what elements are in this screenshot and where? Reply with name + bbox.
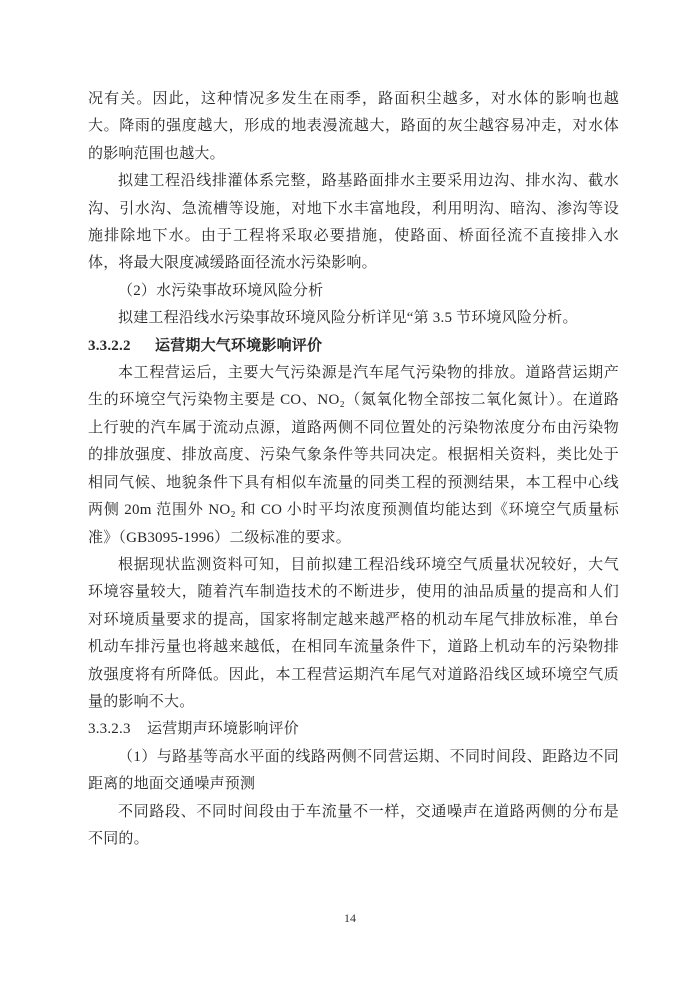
paragraph-noise-distribution: 不同路段、不同时间段由于车流量不一样，交通噪声在道路两侧的分布是不同的。 (88, 803, 619, 847)
subheading-traffic-noise-prediction: （1）与路基等高水平面的线路两侧不同营运期、不同时间段、距路边不同距离的地面交通噪声预测 (88, 748, 619, 793)
paragraph-air-quality-monitoring: 根据现状监测资料可知，目前拟建工程沿线环境空气质量状况较好，大气环境容量较大，随着汽车制造技术的不断进步，使用的油品质量的提高和人们对环境质量要求的提高，国家将制定越来越严格的机动车尾气排放标准，单台机动车排污量也将越来越低，在相同车流量条件下，道路上机动车的污染物排放强度将有所降低。因此，本工程营运期汽车尾气对道路沿线区域环境空气质量的影响不大。 (88, 556, 619, 710)
paragraph-risk-analysis-reference: 拟建工程沿线水污染事故环境风险分析详见“第 3.5 节环境风险分析。 (118, 310, 578, 327)
paragraph-air-pollution-operation: 本工程营运后，主要大气污染源是汽车尾气污染物的排放。道路营运期产生的环境空气污染物主要是 CO、NO₂（氮氧化物全部按二氧化氮计）。在道路上行驶的汽车属于流动点源，道路两侧不同位置处的污染物浓度分布由污染物的排放强度、排放高度、污染气象条件等共同决定。根据相关资料，类比处于相同气候、地貌条件下具有相似车流量的同类工程的预测结果，本工程中心线两侧 20m 范围外 NO₂ 和 CO 小时平均浓度预测值均能达到《环境空气质量标准》（GB3095-1996）二级标准的要求。 (88, 365, 619, 546)
paragraph-runoff-impact: 况有关。因此，这种情况多发生在雨季，路面积尘越多，对水体的影响也越大。降雨的强度越大，形成的地表漫流越大，路面的灰尘越容易冲走，对水体的影响范围也越大。 (88, 91, 619, 162)
paragraph-drainage-system: 拟建工程沿线排灌体系完整，路基路面排水主要采用边沟、排水沟、截水沟、引水沟、急流槽等设施，对地下水丰富地段，利用明沟、暗沟、渗沟等设施排除地下水。由于工程将采取必要措施，使路面、桥面径流不直接排入水体，将最大限度减缓路面径流水污染影响。 (88, 173, 619, 272)
page-number: 14 (344, 911, 356, 925)
heading-3-3-2-3-number: 3.3.2.3 (88, 721, 131, 738)
heading-3-3-2-2 (88, 333, 619, 360)
subheading-water-pollution-accident-risk: （2）水污染事故环境风险分析 (118, 282, 324, 299)
document-body (88, 86, 619, 853)
heading-3-3-2-2-title: 运营期大气环境影响评价 (155, 337, 323, 354)
heading-3-3-2-3 (88, 716, 619, 743)
heading-3-3-2-2-number: 3.3.2.2 (88, 337, 131, 354)
heading-3-3-2-3-title: 运营期声环境影响评价 (147, 721, 300, 738)
